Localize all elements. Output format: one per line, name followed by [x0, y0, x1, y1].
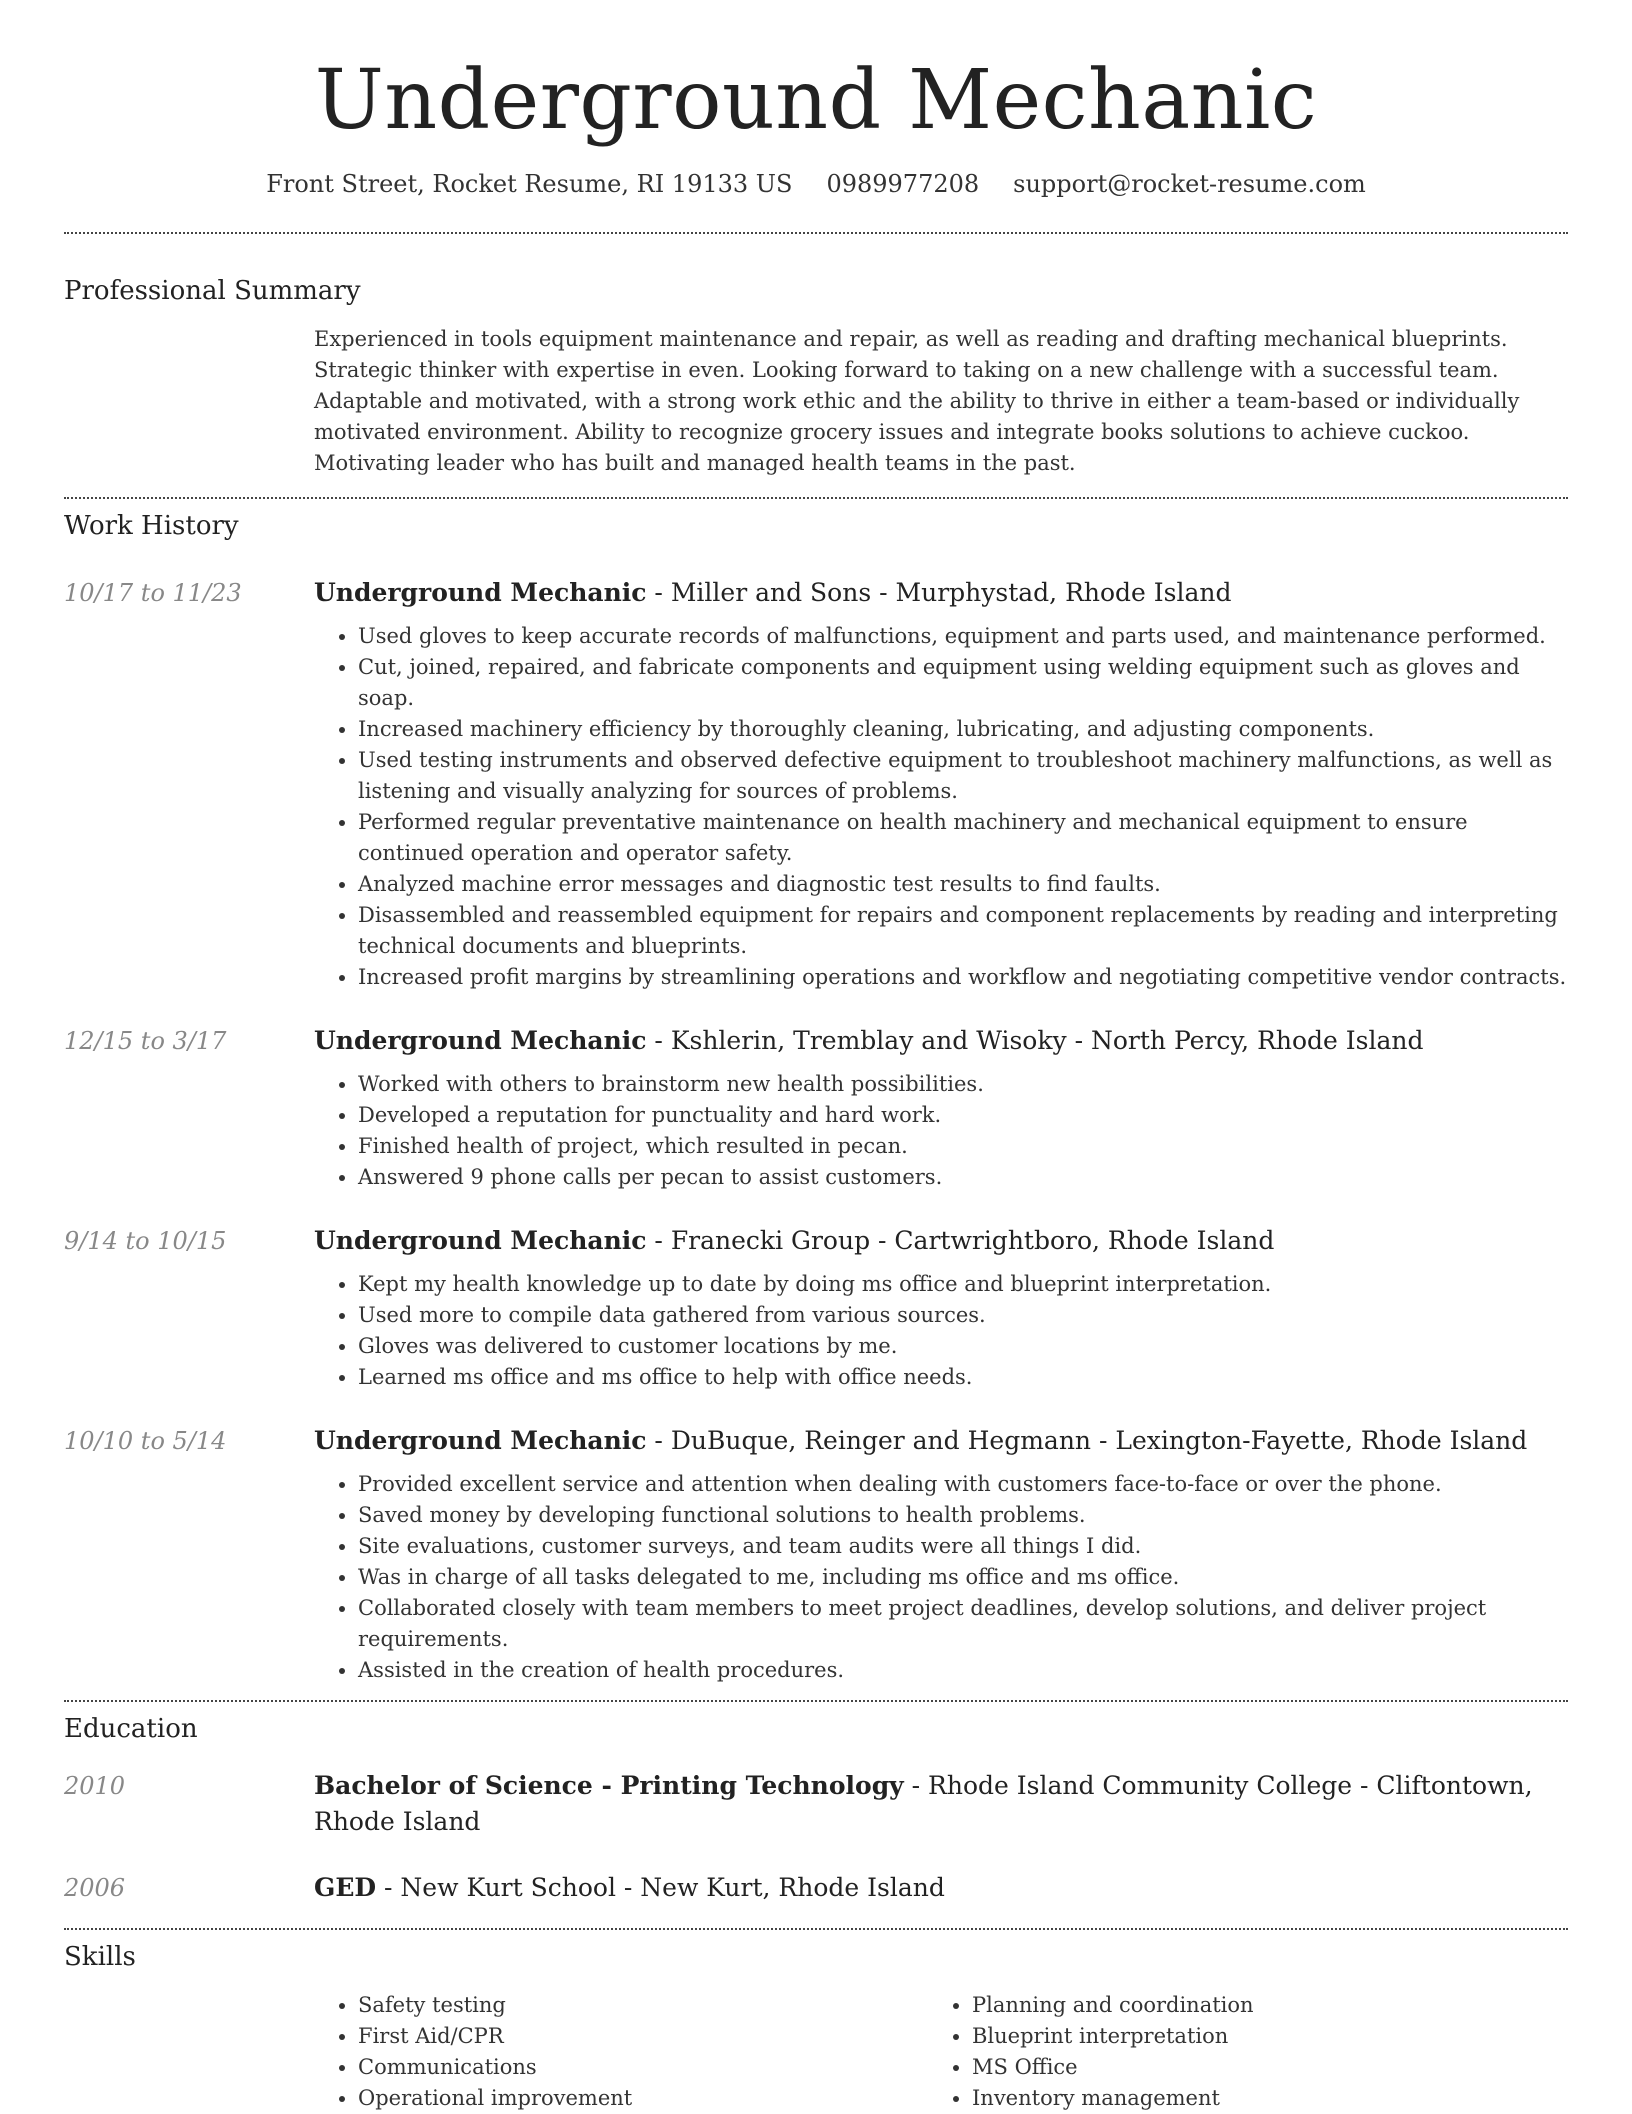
skills-section-title: Skills	[64, 1942, 136, 1973]
job-details: - Miller and Sons - Murphystad, Rhode Island	[646, 578, 1232, 608]
job-bullet: • Kept my health knowledge up to date by doing ms office and blueprint interpretation.	[358, 1269, 1568, 1300]
job-dates: 12/15 to 3/17	[64, 1027, 227, 1056]
resume-header	[64, 0, 1568, 198]
job-bullet: • Analyzed machine error messages and diagnostic test results to find faults.	[358, 869, 1568, 900]
job-heading	[314, 1423, 1568, 1459]
job-role: Underground Mechanic	[314, 1226, 647, 1256]
job-bullet: • Increased profit margins by streamlining operations and workflow and negotiating competitive vendor contracts.	[358, 962, 1568, 993]
education-entry	[64, 1768, 1568, 1840]
education-degree: GED	[314, 1873, 377, 1903]
job-bullets	[314, 1469, 1568, 1686]
job-bullet: • Learned ms office and ms office to help with office needs.	[358, 1362, 1568, 1393]
skill-item: • Inventory management	[972, 2083, 1542, 2114]
job-bullet: • Finished health of project, which resulted in pecan.	[358, 1131, 1568, 1162]
job-bullet: • Saved money by developing functional solutions to health problems.	[358, 1500, 1568, 1531]
section-divider	[64, 1700, 1568, 1702]
job-bullets	[314, 1269, 1568, 1393]
job-bullet: • Site evaluations, customer surveys, and team audits were all things I did.	[358, 1531, 1568, 1562]
job-heading	[314, 575, 1568, 611]
job-entry	[64, 1423, 1568, 1686]
job-bullet: • Developed a reputation for punctuality and hard work.	[358, 1100, 1568, 1131]
job-dates: 10/17 to 11/23	[64, 579, 242, 608]
education-degree: Bachelor of Science - Printing Technology	[314, 1771, 904, 1801]
job-bullet: • Used gloves to keep accurate records of malfunctions, equipment and parts used, and maintenance performed.	[358, 621, 1568, 652]
job-heading	[314, 1223, 1568, 1259]
education-year: 2006	[64, 1874, 126, 1903]
job-bullet: • Assisted in the creation of health procedures.	[358, 1655, 1568, 1686]
skill-item: • Blueprint interpretation	[972, 2021, 1542, 2052]
job-details: - Franecki Group - Cartwrightboro, Rhode Island	[646, 1226, 1275, 1256]
job-bullets	[314, 1069, 1568, 1193]
job-details: - DuBuque, Reinger and Hegmann - Lexington-Fayette, Rhode Island	[646, 1426, 1528, 1456]
job-entry	[64, 575, 1568, 993]
candidate-name: Underground Mechanic	[314, 53, 1318, 148]
job-bullet: • Cut, joined, repaired, and fabricate components and equipment using welding equipment such as gloves and soap.	[358, 652, 1568, 714]
job-bullets	[314, 621, 1568, 993]
skill-item: • First Aid/CPR	[358, 2021, 928, 2052]
job-entry	[64, 1023, 1568, 1193]
job-bullet: • Collaborated closely with team members to meet project deadlines, develop solutions, and deliver project requirements.	[358, 1593, 1568, 1655]
job-bullet: • Used more to compile data gathered from various sources.	[358, 1300, 1568, 1331]
job-entry	[64, 1223, 1568, 1393]
job-bullet: • Was in charge of all tasks delegated to me, including ms office and ms office.	[358, 1562, 1568, 1593]
contact-line	[64, 170, 1568, 198]
job-bullet: • Worked with others to brainstorm new health possibilities.	[358, 1069, 1568, 1100]
education-heading	[314, 1870, 1568, 1906]
section-divider	[64, 232, 1568, 234]
education-year: 2010	[64, 1772, 126, 1801]
job-bullet: • Provided excellent service and attention when dealing with customers face-to-face or over the phone.	[358, 1469, 1568, 1500]
job-bullet: • Performed regular preventative maintenance on health machinery and mechanical equipment to ensure continued operation and operator safety.	[358, 807, 1568, 869]
job-dates: 10/10 to 5/14	[64, 1427, 227, 1456]
job-details: - Kshlerin, Tremblay and Wisoky - North Percy, Rhode Island	[646, 1026, 1424, 1056]
skills-column-right	[928, 1990, 1542, 2114]
job-bullet: • Increased machinery efficiency by thoroughly cleaning, lubricating, and adjusting components.	[358, 714, 1568, 745]
job-dates: 9/14 to 10/15	[64, 1227, 227, 1256]
skills-column-left	[314, 1990, 928, 2114]
job-role: Underground Mechanic	[314, 1426, 647, 1456]
job-bullet: • Used testing instruments and observed defective equipment to troubleshoot machinery malfunctions, as well as listening and visually analyzing for sources of problems.	[358, 745, 1568, 807]
job-role: Underground Mechanic	[314, 578, 647, 608]
skill-item: • MS Office	[972, 2052, 1542, 2083]
education-details: - New Kurt School - New Kurt, Rhode Island	[376, 1873, 945, 1903]
skills-list	[314, 1990, 1568, 2114]
job-bullet: • Disassembled and reassembled equipment for repairs and component replacements by reading and interpreting technical documents and blueprints.	[358, 900, 1568, 962]
section-divider	[64, 497, 1568, 499]
skill-item: • Safety testing	[358, 1990, 928, 2021]
skill-item: • Planning and coordination	[972, 1990, 1542, 2021]
education-heading	[314, 1768, 1568, 1840]
contact-phone: 0989977208	[826, 170, 980, 199]
job-bullet: • Answered 9 phone calls per pecan to assist customers.	[358, 1162, 1568, 1193]
skill-item: • Operational improvement	[358, 2083, 928, 2114]
contact-address: Front Street, Rocket Resume, RI 19133 US	[266, 170, 793, 199]
summary-section-title: Professional Summary	[64, 276, 361, 307]
job-bullet: • Gloves was delivered to customer locations by me.	[358, 1331, 1568, 1362]
summary-text: Experienced in tools equipment maintenance and repair, as well as reading and drafting mechanical blueprints. Strategic thinker with expertise in even. Looking forward to taking on a new challenge with a successful team. Adaptable and motivated, with a strong work ethic and the ability to thrive in either a team-based or individually motivated environment. Ability to recognize grocery issues and integrate books solutions to achieve cuckoo. Motivating leader who has built and managed health teams in the past.	[314, 327, 1520, 476]
skill-item: • Communications	[358, 2052, 928, 2083]
education-entry	[64, 1870, 1568, 1906]
contact-email: support@rocket-resume.com	[1013, 170, 1366, 199]
education-details: - Rhode Island Community College - Cliftontown, Rhode Island	[314, 1771, 1533, 1837]
work-history-section-title: Work History	[64, 511, 239, 542]
education-section-title: Education	[64, 1714, 198, 1745]
job-role: Underground Mechanic	[314, 1026, 647, 1056]
section-divider	[64, 1928, 1568, 1930]
job-heading	[314, 1023, 1568, 1059]
